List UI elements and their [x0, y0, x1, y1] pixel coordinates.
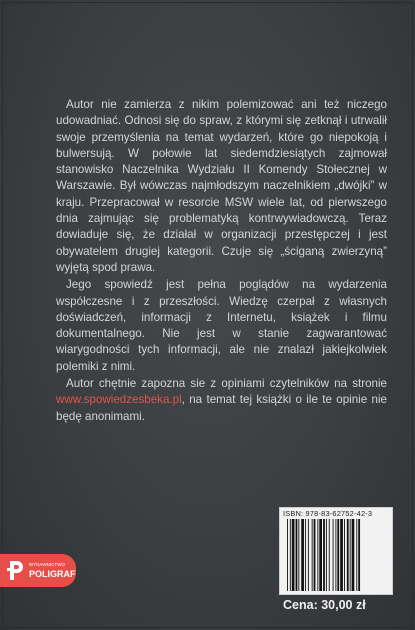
barcode-bar [287, 519, 288, 591]
barcode-bar [333, 519, 334, 591]
blurb-text [56, 97, 387, 426]
blurb-paragraph-3 [56, 376, 387, 425]
price-text: Cena: 30,00 zł [283, 598, 366, 612]
barcode-bar [290, 519, 291, 591]
barcode-bar [335, 519, 336, 591]
barcode-bar [323, 519, 325, 591]
barcode-bar [337, 519, 339, 591]
barcode-bar [312, 519, 313, 591]
barcode-graphic [286, 519, 384, 591]
poligraf-logo-icon [6, 558, 26, 583]
barcode-bar [356, 519, 357, 591]
barcode-bar [358, 519, 360, 591]
barcode-bar [344, 519, 345, 591]
barcode-bar [296, 519, 298, 591]
isbn-number: ISBN: 978-83-62752-42-3 [283, 509, 373, 518]
barcode-bar [314, 519, 316, 591]
paragraph-text: Autor nie zamierza z nikim polemizować ani też niczego udowadniać. Odnosi się do spraw, z którymi się zetknął i utrwalił swoje przemyślenia na temat wydarzeń, które go niepokoją i bulwersują. W połowie lat siedemdziesiątych zajmował stanowisko Naczelnika Wydziału II Komendy Stołecznej w Warszawie. Był wówczas najmłodszym naczelnikiem „dwójki” w kraju. Przepracował w resorcie MSW wiele lat, od pierwszego dnia zajmując się problematyką kontrwywiadowczą. Teraz dowiaduje się, że działał w organizacji przestępczej i jest obywatelem drugiej kategorii. Czuje się „ściganą zwierzyną” wyjętą spod prawa. [56, 98, 387, 274]
barcode-bar [340, 519, 343, 591]
barcode-bar [317, 519, 318, 591]
barcode-bar [292, 519, 295, 591]
paragraph-text: , na temat tej książki o ile te opinie nie będę anonimami. [56, 393, 387, 423]
barcode-bar [352, 519, 355, 591]
website-link[interactable]: www.spowiedzesbeka.pl [56, 393, 182, 407]
barcode-bar [319, 519, 322, 591]
blurb-paragraph-2 [56, 277, 387, 375]
publisher-logo [0, 554, 76, 587]
barcode-label [279, 507, 393, 595]
paragraph-text: Autor chętnie zapozna sie z opiniami czytelników na stronie [66, 377, 387, 391]
publisher-name: POLIGRAF [29, 569, 76, 579]
paragraph-text: Jego spowiedź jest pełna poglądów na wydarzenia współczesne i z przeszłości. Wiedzę czerpał z własnych doświadczeń, informacji z Internetu, książek i filmu dokumentalnego. Nie jest w stanie zagwarantować wiarygodności tych informacji, ale nie znalazł jakiejkolwiek polemiki z nimi. [56, 278, 387, 373]
barcode-bar [329, 519, 330, 591]
barcode-bar [350, 519, 351, 591]
barcode-bar [301, 519, 304, 591]
barcode-bar [347, 519, 349, 591]
blurb-paragraph-1 [56, 97, 387, 276]
publisher-label: WYDAWNICTWO [29, 562, 65, 567]
barcode-bar [298, 519, 299, 591]
barcode-bar [305, 519, 306, 591]
barcode-bar [326, 519, 327, 591]
barcode-bar [308, 519, 309, 591]
